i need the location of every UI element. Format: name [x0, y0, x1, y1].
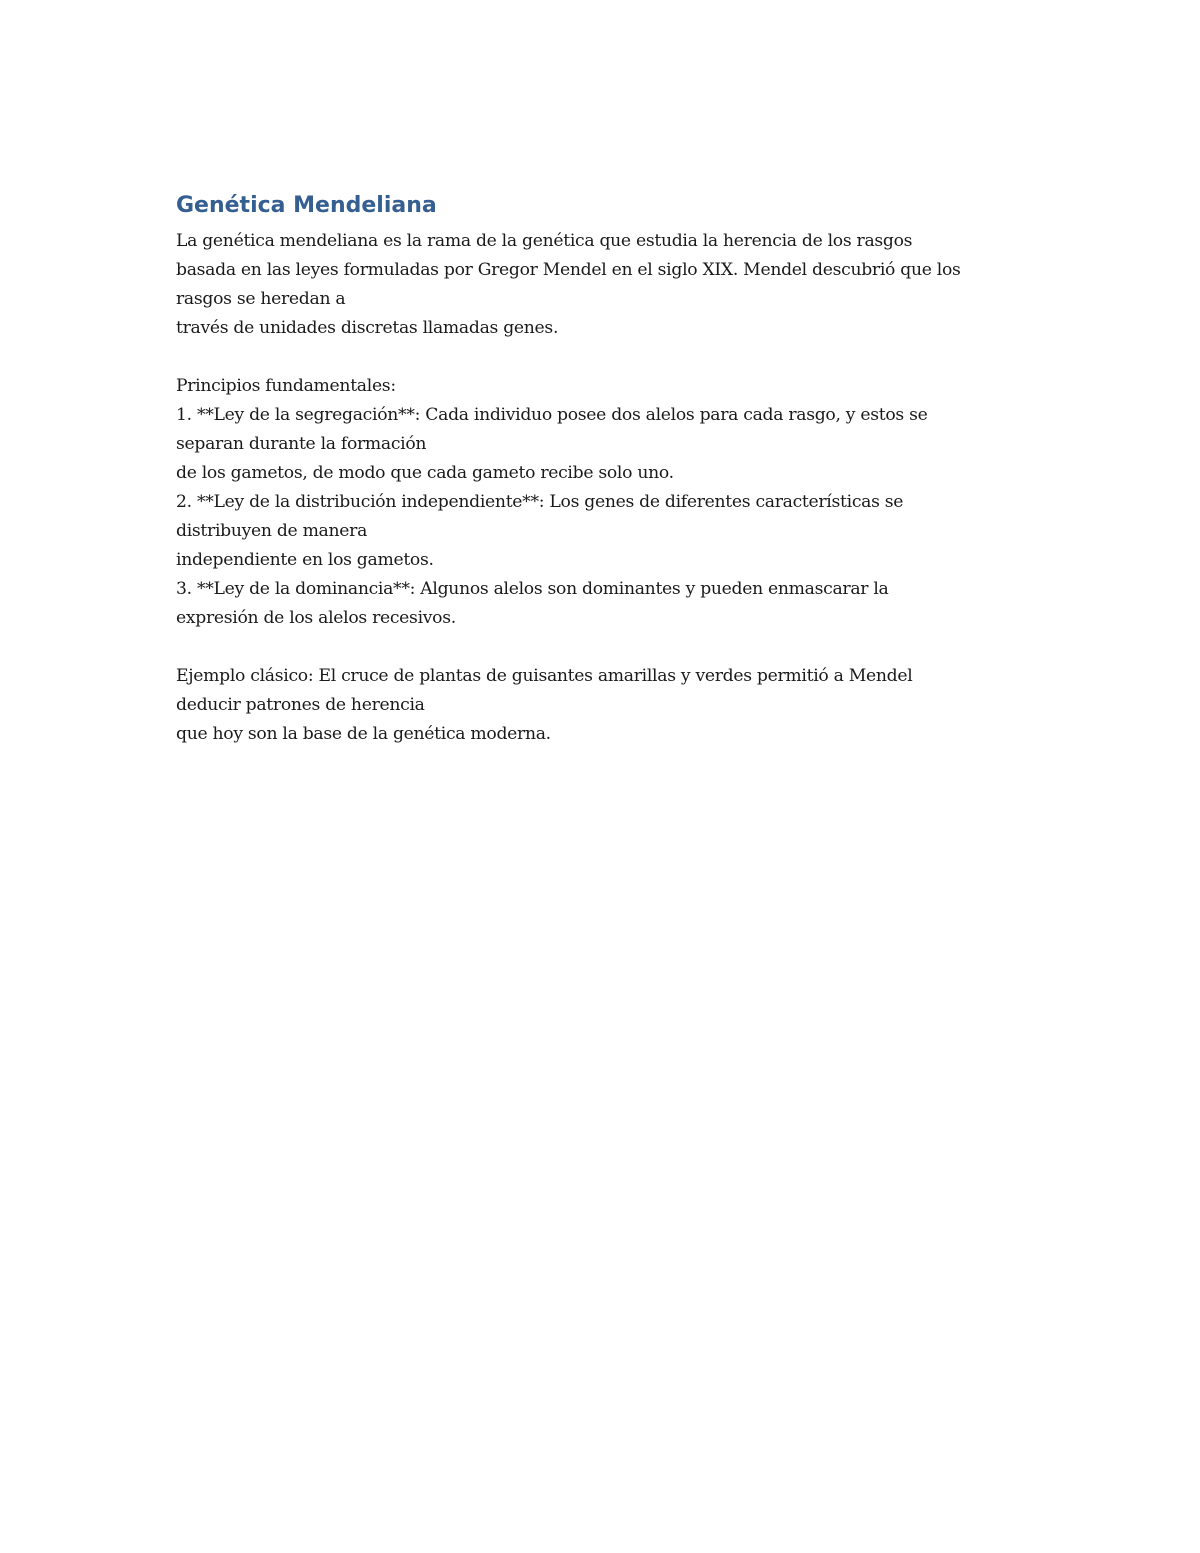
intro-line: rasgos se heredan a: [176, 289, 346, 309]
intro-paragraph: [176, 227, 1036, 343]
principle-line: de los gametos, de modo que cada gameto recibe solo uno.: [176, 463, 674, 483]
principle-line: separan durante la formación: [176, 434, 427, 454]
example-line: Ejemplo clásico: El cruce de plantas de guisantes amarillas y verdes permitió a Mendel: [176, 666, 913, 686]
principle-line: distribuyen de manera: [176, 521, 368, 541]
principle-line: independiente en los gametos.: [176, 550, 434, 570]
intro-line: través de unidades discretas llamadas genes.: [176, 318, 559, 338]
principle-line: 1. **Ley de la segregación**: Cada individuo posee dos alelos para cada rasgo, y estos se: [176, 405, 928, 425]
example-line: deducir patrones de herencia: [176, 695, 425, 715]
document-body: [176, 227, 1036, 749]
blank-line: [176, 633, 1036, 662]
document-content: [176, 189, 1036, 749]
principle-line: expresión de los alelos recesivos.: [176, 608, 456, 628]
intro-line: La genética mendeliana es la rama de la genética que estudia la herencia de los rasgos: [176, 231, 913, 251]
principles-section: [176, 372, 1036, 633]
intro-line: basada en las leyes formuladas por Gregor Mendel en el siglo XIX. Mendel descubrió que los: [176, 260, 961, 280]
document-title: Genética Mendeliana: [176, 193, 437, 218]
blank-line: [176, 343, 1036, 372]
example-line: que hoy son la base de la genética moderna.: [176, 724, 551, 744]
example-paragraph: [176, 662, 1036, 749]
principle-line: 3. **Ley de la dominancia**: Algunos alelos son dominantes y pueden enmascarar la: [176, 579, 889, 599]
principle-line: 2. **Ley de la distribución independiente**: Los genes de diferentes características se: [176, 492, 904, 512]
principles-heading: Principios fundamentales:: [176, 376, 396, 396]
